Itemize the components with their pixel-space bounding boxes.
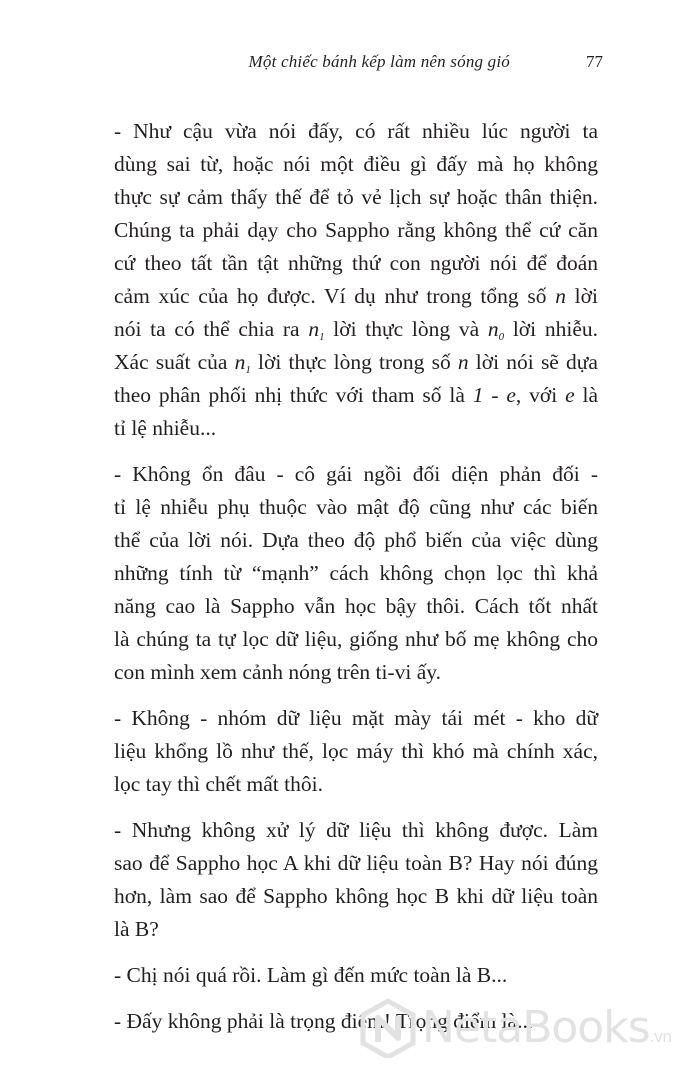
text-line: sao để Sappho học A khi dữ liệu toàn B? Hay nói đúng: [114, 851, 598, 875]
paragraph-1: [114, 115, 598, 445]
math-var-n: n: [555, 284, 566, 308]
text-line: tỉ lệ nhiễu phụ thuộc vào mật độ cũng như các biến: [114, 495, 598, 519]
netabooks-logo-icon: [360, 998, 416, 1058]
text-line: Chúng ta phải dạy cho Sappho rằng không thể cứ căn: [114, 218, 598, 242]
text-line: thể của lời nói. Dựa theo độ phổ biến của việc dùng: [114, 528, 598, 552]
text-line: - Như cậu vừa nói đấy, có rất nhiều lúc người ta: [114, 119, 598, 143]
body-text: [114, 115, 598, 1051]
text-line: tỉ lệ nhiễu...: [114, 416, 217, 440]
watermark-brand: NetaBooks.vn: [422, 1002, 672, 1053]
math-var-n: n: [457, 350, 469, 374]
text-line: cảm xúc của họ được. Ví dụ như trong tổng số n lời: [114, 284, 598, 308]
text-line: là chúng ta tự lọc dữ liệu, giống như bố mẹ không cho: [114, 627, 598, 651]
text-line: con mình xem cảnh nóng trên ti-vi ấy.: [114, 660, 441, 684]
text-line: dùng sai từ, hoặc nói một điều gì đấy mà họ không: [114, 152, 598, 176]
paragraph-4: [114, 814, 598, 946]
page-header: [0, 50, 700, 80]
text-line: lọc tay thì chết mất thôi.: [114, 772, 323, 796]
text-line: Xác suất của $n_1$ lời thực lòng trong số n lời nói sẽ dựa: [114, 350, 598, 376]
watermark: [360, 998, 690, 1068]
text-line: những tính từ “mạnh” cách không chọn lọc thì khả: [114, 561, 598, 585]
math-var-n0: $n_0$: [487, 317, 505, 343]
text-line: - Đấy không phải là trọng điểm! Trọng điểm là...: [114, 1009, 534, 1033]
text-line: nói ta có thể chia ra $n_1$ lời thực lòng và $n_0$ lời nhiễu.: [114, 317, 598, 343]
text-line: theo phân phối nhị thức với tham số là 1 - e, với e là: [114, 383, 599, 407]
text-line: là B?: [114, 917, 159, 941]
text-line: - Chị nói quá rồi. Làm gì đến mức toàn là B...: [114, 963, 508, 987]
paragraph-2: [114, 458, 598, 689]
text-line: năng cao là Sappho vẫn học bậy thôi. Cách tốt nhất: [114, 594, 598, 618]
running-title: Một chiếc bánh kếp làm nên sóng gió: [248, 52, 510, 71]
text-line: liệu khổng lồ như thế, lọc máy thì khó mà chính xác,: [114, 739, 598, 763]
watermark-tld: .vn: [649, 1027, 672, 1046]
math-expression: 1 - e: [472, 383, 516, 407]
text-line: thực sự cảm thấy thế để tỏ vẻ lịch sự hoặc thân thiện.: [114, 185, 598, 209]
paragraph-5: [114, 959, 598, 992]
math-var-e: e: [565, 383, 575, 407]
text-line: hơn, làm sao để Sappho không học B khi dữ liệu toàn: [114, 884, 598, 908]
text-line: cứ theo tất tần tật những thứ con người nói để đoán: [114, 251, 598, 275]
paragraph-3: [114, 702, 598, 801]
math-var-n1: $n_1$: [308, 317, 325, 343]
text-line: - Nhưng không xử lý dữ liệu thì không được. Làm: [114, 818, 598, 842]
page-number: 77: [586, 52, 603, 71]
text-line: - Không ổn đâu - cô gái ngồi đối diện phản đối -: [114, 462, 598, 486]
math-var-n1: $n_1$: [234, 350, 251, 376]
text-line: - Không - nhóm dữ liệu mặt mày tái mét - kho dữ: [114, 706, 598, 730]
